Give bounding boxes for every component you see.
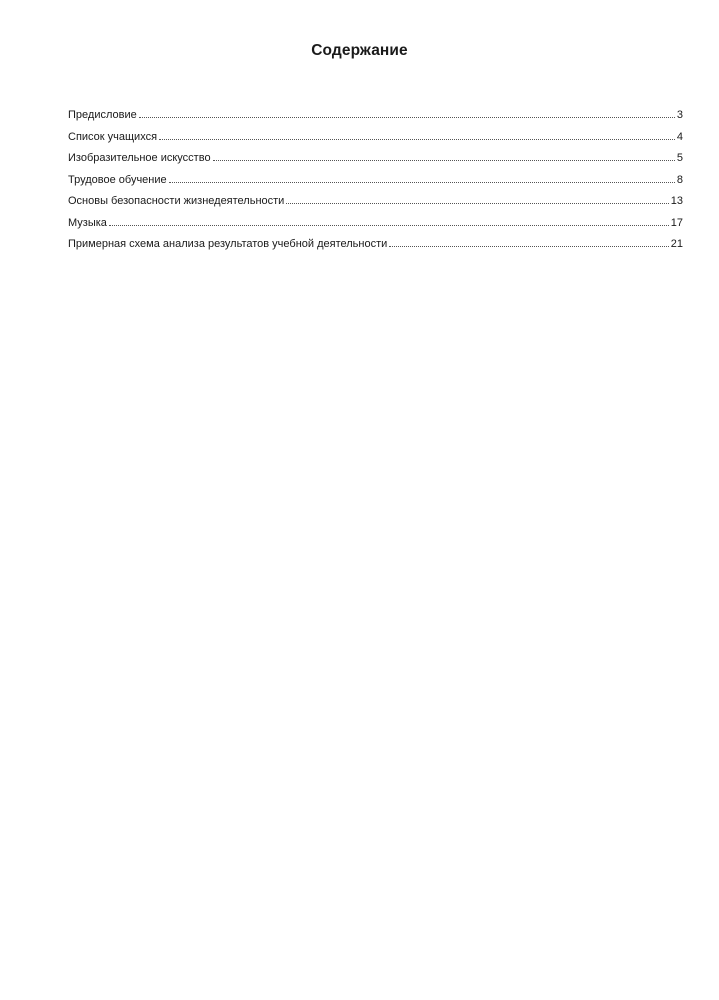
toc-entry-page-number: 3	[676, 109, 683, 121]
toc-entry-label: Предисловие	[68, 109, 137, 121]
dot-leader	[213, 159, 675, 161]
toc-entry-label: Музыка	[68, 216, 107, 229]
toc-entry[interactable]	[68, 148, 683, 170]
toc-entry-page-number: 21	[670, 238, 683, 250]
dot-leader	[169, 181, 675, 183]
toc-entry-label: Примерная схема анализа результатов учебной деятельности	[68, 238, 388, 250]
toc-entry-page-number: 5	[676, 152, 683, 164]
dot-leader	[286, 202, 668, 204]
toc-entry[interactable]	[68, 234, 683, 256]
table-of-contents	[68, 105, 683, 256]
toc-entry[interactable]	[68, 127, 683, 149]
toc-entry-label: Изобразительное искусство	[68, 152, 211, 164]
toc-entry-page-number: 8	[676, 173, 683, 186]
dot-leader	[389, 245, 668, 247]
dot-leader	[139, 116, 675, 118]
page-title: Содержание	[311, 42, 408, 59]
toc-entry[interactable]	[68, 105, 683, 127]
toc-entry-page-number: 13	[670, 195, 683, 207]
toc-entry-page-number: 4	[676, 130, 683, 143]
toc-entry-label: Основы безопасности жизнедеятельности	[68, 195, 285, 207]
dot-leader	[109, 224, 669, 226]
toc-entry-label: Список учащихся	[68, 130, 158, 143]
toc-entry[interactable]	[68, 213, 683, 235]
toc-entry[interactable]	[68, 191, 683, 213]
dot-leader	[159, 138, 675, 140]
toc-entry-label: Трудовое обучение	[68, 173, 167, 186]
toc-entry[interactable]	[68, 170, 683, 192]
toc-entry-page-number: 17	[670, 216, 683, 229]
